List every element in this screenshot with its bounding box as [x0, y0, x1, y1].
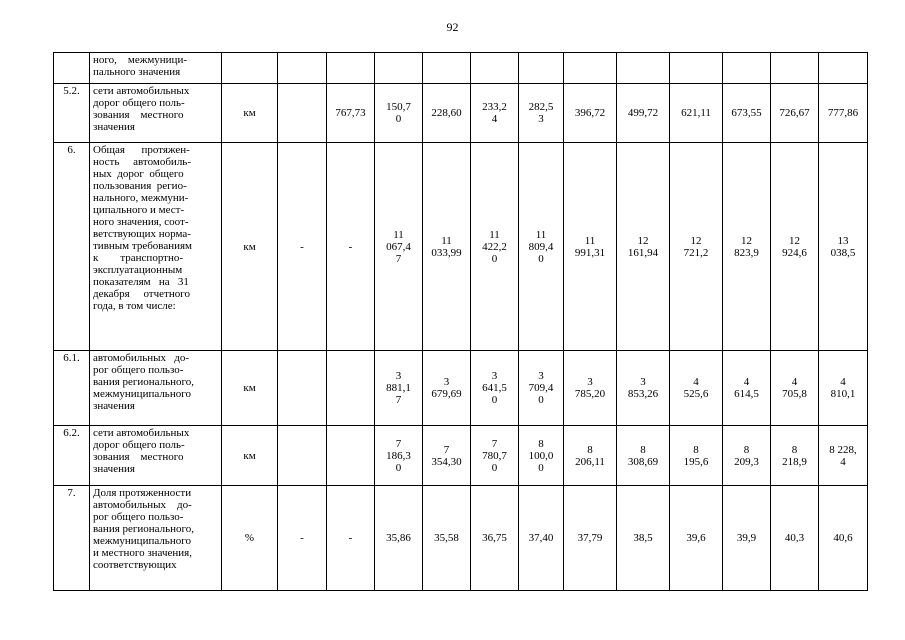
unit-cell: км [222, 143, 278, 351]
value-cell: 3 881,1 7 [375, 351, 423, 426]
indicator-name-line: рог общего пользо- [93, 511, 184, 523]
indicator-name-line: Доля протяженности [93, 487, 192, 499]
value-cell: 12 823,9 [723, 143, 771, 351]
row-number: 6.2. [54, 426, 90, 486]
row-number: 6. [54, 143, 90, 351]
unit-cell: км [222, 84, 278, 143]
value-cell: 11 809,4 0 [519, 143, 564, 351]
table-row [54, 84, 868, 143]
value-cell [278, 351, 327, 426]
indicator-name-line: года, в том числе: [93, 300, 176, 312]
indicator-name-line: ветствующих норма- [93, 228, 191, 240]
unit-cell [222, 53, 278, 84]
value-cell: 4 614,5 [723, 351, 771, 426]
indicator-name-line: пального значения [93, 66, 181, 78]
value-cell: 767,73 [327, 84, 375, 143]
value-cell [471, 53, 519, 84]
table-row [54, 143, 868, 351]
table-row [54, 351, 868, 426]
value-cell: 3 641,5 0 [471, 351, 519, 426]
value-cell: 11 991,31 [564, 143, 617, 351]
indicator-name-line: и местного значения, [93, 547, 192, 559]
indicator-name-line: дорог общего поль- [93, 97, 185, 109]
value-cell: 35,86 [375, 486, 423, 591]
value-cell: 282,5 3 [519, 84, 564, 143]
value-cell: 8 228, 4 [819, 426, 868, 486]
value-cell: 37,79 [564, 486, 617, 591]
value-cell [327, 53, 375, 84]
table-row [54, 53, 868, 84]
value-cell: 13 038,5 [819, 143, 868, 351]
value-cell: - [278, 143, 327, 351]
indicator-name-line: сети автомобильных [93, 85, 190, 97]
value-cell: 233,2 4 [471, 84, 519, 143]
indicator-name [90, 53, 222, 84]
indicator-name-line: нального, межмуни- [93, 192, 189, 204]
indicator-name-line: автомобильных до- [93, 499, 192, 511]
value-cell: 4 525,6 [670, 351, 723, 426]
row-number: 5.2. [54, 84, 90, 143]
value-cell: 396,72 [564, 84, 617, 143]
value-cell: 8 209,3 [723, 426, 771, 486]
value-cell [670, 53, 723, 84]
value-cell: 3 785,20 [564, 351, 617, 426]
value-cell: 7 354,30 [423, 426, 471, 486]
row-number: 7. [54, 486, 90, 591]
page-number: 92 [446, 20, 459, 34]
indicator-name-line: пользования регио- [93, 180, 187, 192]
value-cell: 37,40 [519, 486, 564, 591]
value-cell: 11 033,99 [423, 143, 471, 351]
indicator-name-line: показателям на 31 [93, 276, 189, 288]
table-row [54, 426, 868, 486]
indicator-name-line: ного, межмуници- [93, 54, 187, 66]
value-cell [564, 53, 617, 84]
value-cell: 38,5 [617, 486, 670, 591]
value-cell [278, 53, 327, 84]
value-cell [375, 53, 423, 84]
indicator-name [90, 351, 222, 426]
value-cell [278, 426, 327, 486]
indicator-name-line: значения [93, 121, 135, 133]
value-cell: 3 709,4 0 [519, 351, 564, 426]
value-cell: 8 195,6 [670, 426, 723, 486]
indicator-name [90, 486, 222, 591]
indicator-name-line: ного значения, соот- [93, 216, 189, 228]
value-cell: 12 721,2 [670, 143, 723, 351]
value-cell: 7 186,3 0 [375, 426, 423, 486]
indicator-name-line: рог общего пользо- [93, 364, 184, 376]
indicator-name [90, 426, 222, 486]
value-cell [723, 53, 771, 84]
value-cell: 150,7 0 [375, 84, 423, 143]
indicator-name-line: значения [93, 463, 135, 475]
value-cell: 12 924,6 [771, 143, 819, 351]
value-cell: 499,72 [617, 84, 670, 143]
row-number: 6.1. [54, 351, 90, 426]
value-cell: 621,11 [670, 84, 723, 143]
indicator-name [90, 143, 222, 351]
table-row [54, 486, 868, 591]
indicator-name-line: вания регионального, [93, 376, 195, 388]
value-cell: 673,55 [723, 84, 771, 143]
indicator-name-line: автомобильных до- [93, 352, 189, 364]
value-cell: 11 067,4 7 [375, 143, 423, 351]
value-cell [819, 53, 868, 84]
value-cell: - [327, 486, 375, 591]
indicator-name [90, 84, 222, 143]
indicator-name-line: эксплуатационным [93, 264, 183, 276]
indicator-name-line: дорог общего поль- [93, 439, 185, 451]
value-cell: 39,9 [723, 486, 771, 591]
indicators-table [53, 52, 868, 591]
value-cell: 726,67 [771, 84, 819, 143]
value-cell: 40,6 [819, 486, 868, 591]
unit-cell: км [222, 351, 278, 426]
indicator-name-line: вания регионального, [93, 523, 195, 535]
value-cell [327, 351, 375, 426]
value-cell: 4 705,8 [771, 351, 819, 426]
value-cell: 8 218,9 [771, 426, 819, 486]
value-cell: 3 853,26 [617, 351, 670, 426]
value-cell [327, 426, 375, 486]
indicator-name-line: зования местного [93, 451, 184, 463]
value-cell: 228,60 [423, 84, 471, 143]
value-cell: - [327, 143, 375, 351]
value-cell: 39,6 [670, 486, 723, 591]
value-cell: 4 810,1 [819, 351, 868, 426]
value-cell: 7 780,7 0 [471, 426, 519, 486]
indicator-name-line: ципального и мест- [93, 204, 185, 216]
indicator-name-line: сети автомобильных [93, 427, 190, 439]
value-cell: 8 100,0 0 [519, 426, 564, 486]
value-cell: 35,58 [423, 486, 471, 591]
value-cell: 8 308,69 [617, 426, 670, 486]
indicator-name-line: к транспортно- [93, 252, 184, 264]
value-cell: 8 206,11 [564, 426, 617, 486]
value-cell: 3 679,69 [423, 351, 471, 426]
value-cell: 12 161,94 [617, 143, 670, 351]
value-cell: 777,86 [819, 84, 868, 143]
indicator-name-line: декабря отчетного [93, 288, 190, 300]
indicator-name-line: тивным требованиям [93, 240, 193, 252]
value-cell [423, 53, 471, 84]
indicator-name-line: ность автомобиль- [93, 156, 191, 168]
unit-cell: % [222, 486, 278, 591]
value-cell [278, 84, 327, 143]
value-cell [771, 53, 819, 84]
indicator-name-line: межмуниципального [93, 388, 191, 400]
value-cell: 36,75 [471, 486, 519, 591]
indicator-name-line: значения [93, 400, 135, 412]
indicator-name-line: ных дорог общего [93, 168, 184, 180]
unit-cell: км [222, 426, 278, 486]
indicator-name-line: зования местного [93, 109, 184, 121]
value-cell: - [278, 486, 327, 591]
value-cell: 11 422,2 0 [471, 143, 519, 351]
value-cell: 40,3 [771, 486, 819, 591]
indicator-name-line: межмуниципального [93, 535, 191, 547]
value-cell [617, 53, 670, 84]
indicator-name-line: Общая протяжен- [93, 144, 190, 156]
value-cell [519, 53, 564, 84]
row-number [54, 53, 90, 84]
indicator-name-line: соответствующих [93, 559, 177, 571]
